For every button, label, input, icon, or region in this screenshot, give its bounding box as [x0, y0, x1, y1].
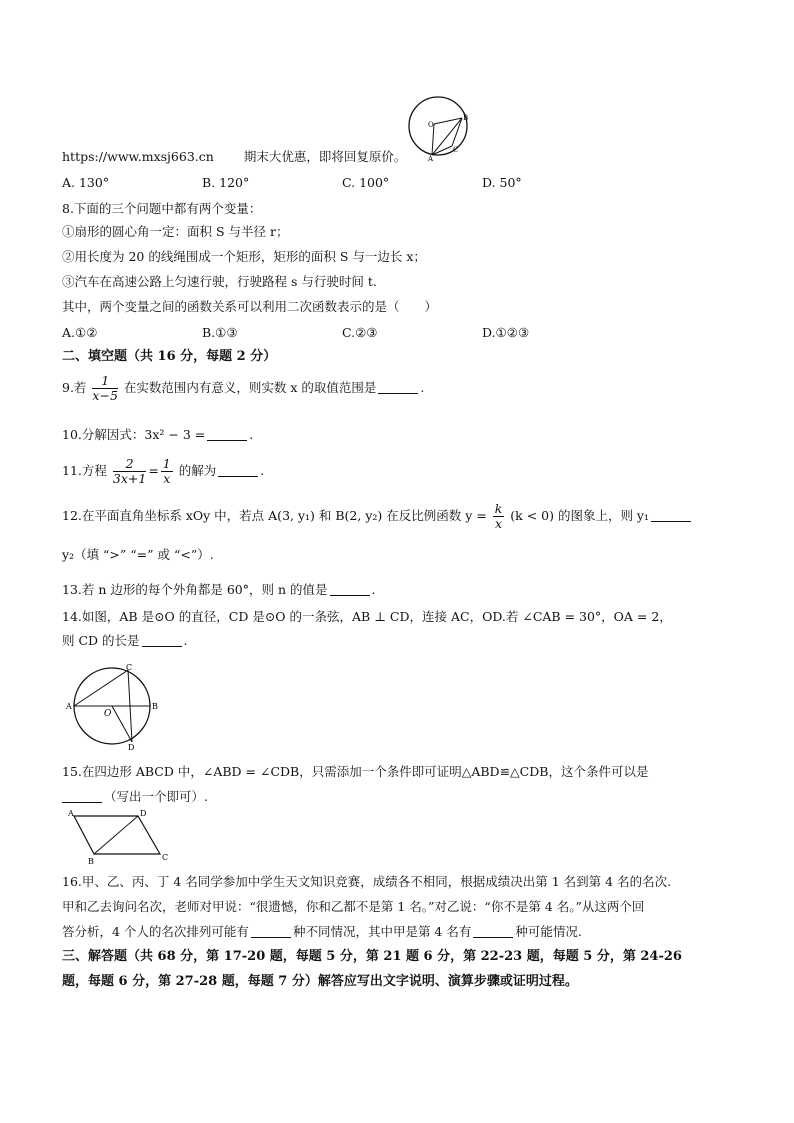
q16-text-b: 种不同情况，其中甲是第 4 名有 — [292, 924, 472, 939]
header-line — [62, 148, 406, 166]
q16-line-3 — [62, 923, 582, 941]
q15-answer-blank[interactable] — [62, 788, 102, 803]
q15-quadrilateral-figure — [64, 808, 178, 866]
q14-line-1: 14.如图，AB 是⊙O 的直径，CD 是⊙O 的一条弦，AB ⊥ CD，连接 AC，OD.若 ∠CAB = 30°，OA = 2， — [62, 609, 672, 624]
q8-options — [62, 324, 742, 342]
q7-option-d: D. 50° — [482, 175, 522, 190]
q14-label-d: D — [128, 743, 135, 750]
q15-label-d: D — [140, 809, 147, 818]
q7-label-o: O — [428, 121, 434, 129]
q15-line-1: 15.在四边形 ABCD 中，∠ABD = ∠CDB，只需添加一个条件即可证明△ABD≌△CDB，这个条件可以是 — [62, 764, 649, 779]
q8-option-b: B.①③ — [202, 325, 238, 340]
q11: 11.方程 $\frac{2}{3x+1}$ = $\frac{1}{x}$ 的解为 . — [62, 456, 265, 486]
q8-statement-3: ③汽车在高速公路上匀速行驶，行驶路程 s 与行驶时间 t. — [62, 274, 377, 289]
q16-text-c: 种可能情况. — [515, 924, 582, 939]
q16-text-a: 答分析，4 个人的名次排列可能有 — [62, 924, 249, 939]
q8-statement-2: ②用长度为 20 的线绳围成一个矩形，矩形的面积 S 与一边长 x； — [62, 249, 426, 264]
q8-title: 8.下面的三个问题中都有两个变量： — [62, 201, 262, 216]
header-promo: 期末大优惠，即将回复原价。 — [243, 149, 407, 164]
q7-options — [62, 174, 742, 192]
q7-circle-figure — [404, 94, 476, 162]
q15-label-a: A — [68, 809, 74, 818]
q8-option-a: A.①② — [62, 325, 98, 340]
q11-denominator-2: x — [163, 471, 171, 486]
q7-label-a: A — [428, 155, 434, 162]
q7-label-b: B — [463, 114, 469, 122]
q7-option-b: B. 120° — [202, 175, 250, 190]
q9-answer-blank[interactable] — [378, 379, 418, 394]
q11-denominator-1: 3x+1 — [112, 471, 147, 486]
q9-numerator: 1 — [92, 374, 117, 389]
q11-prefix: 11.方程 — [62, 463, 107, 478]
q16-line-1: 16.甲、乙、丙、丁 4 名同学参加中学生天文知识竞赛，成绩各不相同，根据成绩决出第 1 名到第 4 名的名次. — [62, 874, 672, 889]
q11-answer-blank[interactable] — [218, 462, 258, 477]
section-2-heading: 二、填空题（共 16 分，每题 2 分） — [62, 349, 277, 364]
q11-fraction-right — [161, 457, 173, 486]
q12-denominator: x — [494, 516, 503, 531]
q14-answer-blank[interactable] — [142, 632, 182, 647]
q8-statement-1: ①扇形的圆心角一定：面积 S 与半径 r； — [62, 224, 289, 239]
q14-label-b: B — [152, 702, 158, 711]
q12-numerator: k — [494, 501, 503, 516]
q12 — [62, 500, 693, 532]
q14-label-a: A — [66, 702, 72, 711]
q13-answer-blank[interactable] — [330, 581, 370, 596]
q8-option-d: D.①②③ — [482, 325, 530, 340]
q11-text: 的解为 — [178, 463, 217, 478]
q8-question: 其中，两个变量之间的函数关系可以利用二次函数表示的是（ ） — [62, 299, 438, 314]
q9: 9.若 $\frac{1}{x-5}$ 在实数范围内有意义，则实数 x 的取值范围是 . — [62, 373, 425, 403]
q8-option-c: C.②③ — [342, 325, 378, 340]
q11-fraction-left — [113, 457, 146, 486]
q11-numerator-2: 1 — [162, 456, 171, 471]
q12-answer-blank[interactable] — [651, 507, 691, 522]
q12-text: (k < 0) 的图象上，则 y₁ — [510, 508, 650, 523]
header-url: https://www.mxsj663.cn — [62, 149, 214, 164]
q15-text: （写出一个即可）. — [104, 789, 208, 804]
q16-answer-blank-1[interactable] — [251, 923, 291, 938]
q9-denominator: x−5 — [92, 388, 118, 403]
q13-text: 13.若 n 边形的每个外角都是 60°，则 n 的值是 — [62, 582, 328, 597]
section-3-heading-line-1: 三、解答题（共 68 分，第 17-20 题，每题 5 分，第 21 题 6 分，第 22-23 题，每题 5 分，第 24-26 — [62, 949, 682, 964]
q9-text: 在实数范围内有意义，则实数 x 的取值范围是 — [123, 380, 377, 395]
q10-answer-blank[interactable] — [207, 426, 247, 441]
q9-prefix: 9.若 — [62, 380, 87, 395]
q10: 10.分解因式：3x² − 3 = . — [62, 427, 254, 442]
q15-label-c: C — [162, 853, 169, 862]
q14-label-c: C — [126, 663, 133, 672]
q12-fraction — [493, 502, 505, 531]
q14-line-2: 则 CD 的长是 . — [62, 633, 188, 648]
q16-answer-blank-2[interactable] — [473, 923, 513, 938]
q7-option-a: A. 130° — [62, 175, 110, 190]
q11-equals: = — [148, 463, 159, 478]
q13: 13.若 n 边形的每个外角都是 60°，则 n 的值是 . — [62, 582, 376, 597]
section-3-heading-line-2: 题，每题 6 分，第 27-28 题，每题 7 分）解答应写出文字说明、演算步骤或证明过程。 — [62, 974, 578, 989]
q12-prefix: 12.在平面直角坐标系 xOy 中，若点 A(3, y₁) 和 B(2, y₂) 在反比例函数 y = — [62, 508, 487, 523]
q11-numerator-1: 2 — [113, 457, 146, 472]
q14-text: 则 CD 的长是 — [62, 633, 140, 648]
q7-label-c: C — [453, 146, 459, 154]
q7-option-c: C. 100° — [342, 175, 390, 190]
q10-text: 10.分解因式：3x² − 3 = — [62, 427, 206, 442]
q12-line-2: y₂（填 “>” “=” 或 “<”）. — [62, 547, 214, 562]
q14-circle-figure — [66, 662, 160, 750]
q14-label-o: O — [104, 709, 112, 719]
q15-label-b: B — [88, 857, 94, 866]
q16-line-2: 甲和乙去询问名次，老师对甲说：“很遗憾，你和乙都不是第 1 名。”对乙说：“你不是第 4 名。”从这两个回 — [62, 899, 645, 914]
q9-fraction — [92, 374, 117, 403]
q15-line-2 — [62, 788, 208, 806]
